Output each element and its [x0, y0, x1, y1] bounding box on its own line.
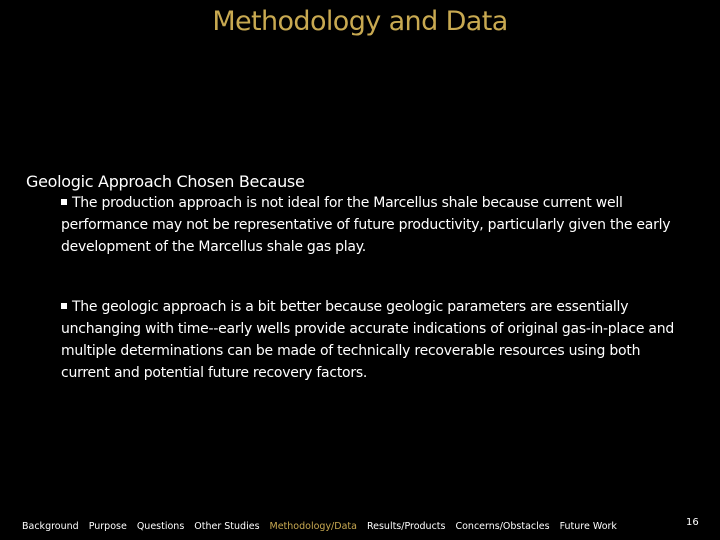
nav-item-background[interactable]: Background: [22, 521, 79, 532]
footer-nav: [22, 521, 627, 532]
nav-item-other-studies[interactable]: Other Studies: [194, 521, 260, 532]
square-bullet-icon: [61, 303, 67, 309]
square-bullet-icon: [61, 199, 67, 205]
nav-item-methodology-data[interactable]: Methodology/Data: [269, 521, 357, 532]
bullet-text: The geologic approach is a bit better because geologic parameters are essentially unchanging with time--early wells provide accurate indications of original gas-in-place and multiple determinations can be made of technically recoverable resources using both current and potential future recovery factors.: [61, 299, 674, 381]
bullet-text: The production approach is not ideal for the Marcellus shale because current well performance may not be representative of future productivity, particularly given the early development of the Marcellus shale gas play.: [61, 195, 671, 255]
nav-item-concerns-obstacles[interactable]: Concerns/Obstacles: [455, 521, 550, 532]
bullet-item: [61, 296, 689, 384]
nav-item-results-products[interactable]: Results/Products: [366, 521, 446, 532]
slide-title: Methodology and Data: [212, 6, 508, 37]
nav-item-questions[interactable]: Questions: [136, 521, 185, 532]
bullet-item: [61, 192, 689, 258]
nav-item-future-work[interactable]: Future Work: [559, 521, 617, 532]
page-number: 16: [686, 517, 699, 528]
nav-item-purpose[interactable]: Purpose: [88, 521, 127, 532]
section-heading: Geologic Approach Chosen Because: [26, 172, 305, 191]
slide-content: [26, 172, 696, 384]
